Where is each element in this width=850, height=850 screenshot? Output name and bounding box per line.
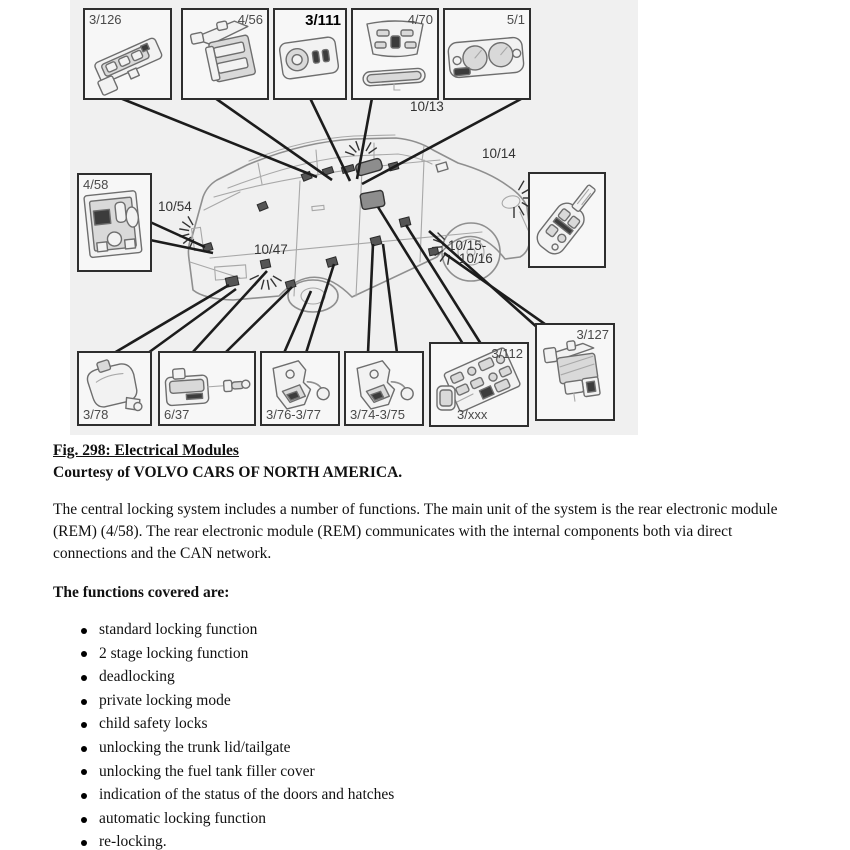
part-number-label: 3/112: [491, 346, 523, 361]
car-label-10-14: 10/14: [482, 146, 516, 161]
callout-box-movement-sensor: [535, 323, 615, 421]
list-item: [53, 690, 798, 714]
bullet-icon: [81, 722, 87, 728]
car-label-10-15: 10/15-: [448, 238, 487, 253]
list-item-text: private locking mode: [99, 691, 231, 709]
callout-box-headlight-switch: [273, 8, 347, 100]
part-number-label: 6/37: [164, 407, 190, 422]
figure-caption-courtesy: Courtesy of VOLVO CARS OF NORTH AMERICA.: [53, 464, 403, 481]
bullet-icon: [81, 675, 87, 681]
part-number-label: 4/70: [407, 12, 433, 27]
callout-box-remote-key: [528, 172, 606, 268]
list-item: [53, 808, 798, 832]
car-label-10-54: 10/54: [158, 199, 192, 214]
bullet-icon: [81, 746, 87, 752]
bullet-icon: [81, 699, 87, 705]
bullet-icon: [81, 793, 87, 799]
list-item: [53, 761, 798, 785]
callout-box-front-door-lock: [344, 351, 424, 426]
part-number-label: 3/126: [89, 12, 122, 27]
part-number-label: 3/xxx: [457, 407, 488, 422]
list-item: [53, 784, 798, 808]
callout-box-rear-electronic-module: [77, 173, 152, 272]
callout-box-rear-door-lock: [260, 351, 340, 426]
part-number-label: 3/78: [83, 407, 109, 422]
part-number-label: 3/127: [576, 327, 609, 342]
list-item-text: 2 stage locking function: [99, 644, 249, 662]
bullet-icon: [81, 628, 87, 634]
part-number-label: 3/74-3/75: [350, 407, 405, 422]
list-item: [53, 713, 798, 737]
car-label-10-13: 10/13: [410, 99, 444, 114]
list-item: [53, 619, 798, 643]
list-item-text: unlocking the fuel tank filler cover: [99, 762, 315, 780]
car-label-10-16: 10/16: [459, 251, 493, 266]
functions-list: [53, 619, 798, 850]
list-item-text: unlocking the trunk lid/tailgate: [99, 738, 291, 756]
callout-box-overhead-console-mirror: [351, 8, 439, 100]
list-item: [53, 643, 798, 667]
figure-caption-title: Fig. 298: Electrical Modules: [53, 442, 239, 459]
callout-box-keypad-module: [429, 342, 529, 427]
callout-box-control-module: [181, 8, 269, 100]
bullet-icon: [81, 840, 87, 846]
list-item: [53, 831, 798, 850]
part-number-label: 4/56: [237, 12, 263, 27]
signal-rays-rear: [179, 216, 193, 248]
part-number-label: 3/111: [305, 12, 341, 29]
callout-box-fuel-filler-lock-motor: [158, 351, 256, 426]
text-block: [53, 440, 798, 850]
list-item-text: child safety locks: [99, 715, 208, 733]
list-item-text: automatic locking function: [99, 809, 267, 827]
callout-box-instrument-cluster: [443, 8, 531, 100]
part-number-label: 5/1: [506, 12, 525, 27]
part-number-label: 3/76-3/77: [266, 407, 321, 422]
car-label-10-47: 10/47: [254, 242, 288, 257]
list-item: [53, 737, 798, 761]
list-item-text: re-locking.: [99, 833, 167, 850]
remote-key-icon: [530, 174, 603, 265]
list-item-text: standard locking function: [99, 621, 258, 638]
bullet-icon: [81, 817, 87, 823]
list-item-text: deadlocking: [99, 668, 175, 686]
callout-box-tailgate-lock-motor: [77, 351, 152, 426]
list-item-text: indication of the status of the doors and hatches: [99, 786, 395, 804]
list-item: [53, 666, 798, 690]
signal-rays-tailgate: [250, 275, 282, 289]
functions-heading: The functions covered are:: [53, 584, 230, 601]
bullet-icon: [81, 769, 87, 775]
part-number-label: 4/58: [83, 177, 109, 192]
body-paragraph: The central locking system includes a number of functions. The main unit of the system is the rear electronic module (REM) (4/58). The rear electronic module (REM) communicates with the internal components both via direct connections and the CAN network.: [53, 501, 778, 562]
callout-box-window-switch: [83, 8, 172, 100]
bullet-icon: [81, 651, 87, 657]
